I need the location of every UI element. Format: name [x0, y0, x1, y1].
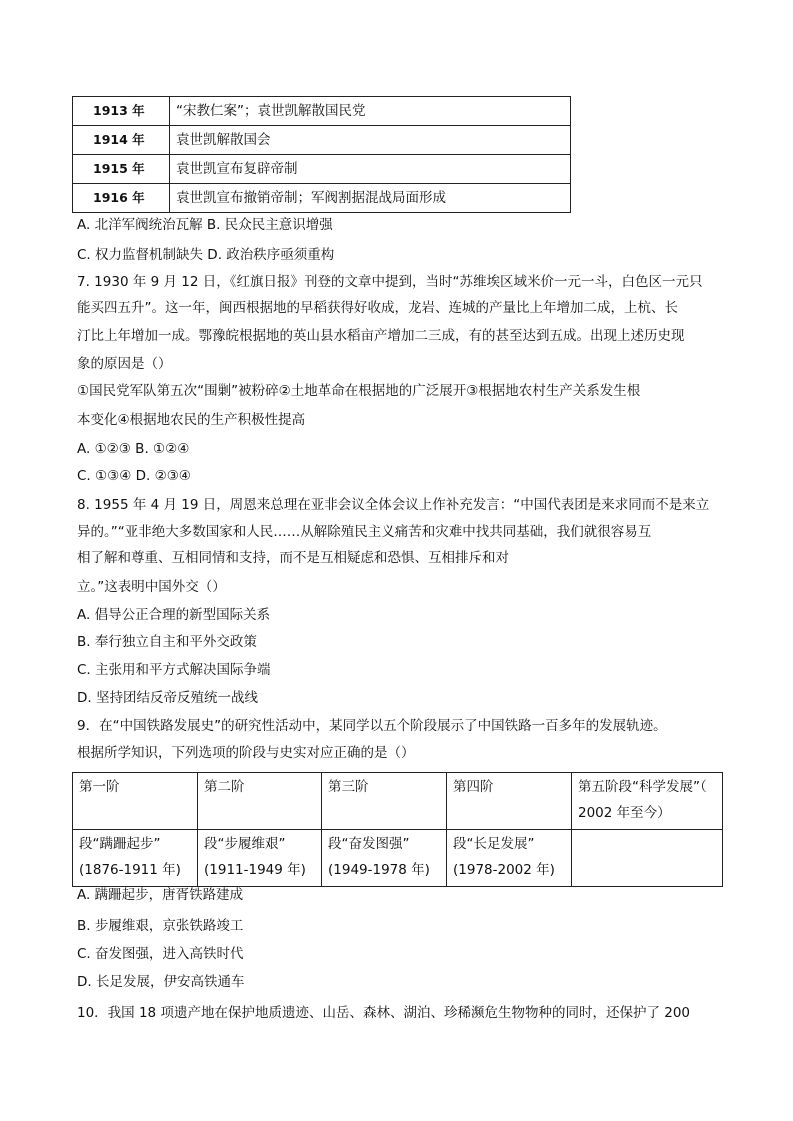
table-row [73, 126, 571, 155]
q8-option-a: A. 倡导公正合理的新型国际关系 [77, 607, 271, 623]
stage-1-title: 段“蹒跚起步” [79, 836, 161, 852]
stage-1-cell [73, 830, 198, 887]
stage-2-years: (1911-1949 年) [204, 862, 306, 878]
q7-items-line1: ①国民党军队第五次“围剿”被粉碎②土地革命在根据地的广泛展开③根据地农村生产关系发生根 [77, 383, 641, 399]
stage-4-cell [447, 830, 572, 887]
event-cell: 袁世凯宣布复辟帝制 [170, 155, 571, 184]
q6-options-line2: C. 权力监督机制缺失 D. 政治秩序亟须重构 [77, 247, 335, 263]
q10-stem-line1: 10．我国 18 项遗产地在保护地质遗迹、山岳、森林、湖泊、珍稀濒危生物物种的同时，还保护了 200 [77, 1005, 690, 1021]
q8-option-c: C. 主张用和平方式解决国际争端 [77, 662, 271, 678]
stage-4-years: (1978-2002 年) [453, 862, 555, 878]
q7-options-line2: C. ①③④ D. ②③④ [77, 468, 191, 484]
stage-3-years: (1949-1978 年) [328, 862, 430, 878]
q8-option-b: B. 奉行独立自主和平外交政策 [77, 634, 257, 650]
year-cell: 1915 年 [73, 155, 170, 184]
event-cell: 袁世凯宣布撤销帝制；军阀割据混战局面形成 [170, 184, 571, 213]
stage-1-header: 第一阶 [73, 773, 198, 830]
q9-stem-line1: 9．在“中国铁路发展史”的研究性活动中，某同学以五个阶段展示了中国铁路一百多年的发展轨迹。 [77, 718, 667, 734]
stage-3-cell [322, 830, 447, 887]
q7-options-line1: A. ①②③ B. ①②④ [77, 441, 190, 457]
stage-2-cell [198, 830, 322, 887]
railway-stages-table [72, 772, 723, 887]
stage-5-years: 2002 年至今） [578, 805, 671, 821]
stage-1-years: (1876-1911 年) [79, 862, 181, 878]
q7-stem-line3: 汀比上年增加一成。鄂豫皖根据地的英山县水稻亩产增加二三成，有的甚至达到五成。出现上述历史现 [77, 328, 685, 344]
q8-option-d: D. 坚持团结反帝反殖统一战线 [77, 690, 258, 706]
q9-option-c: C. 奋发图强，进入高铁时代 [77, 946, 244, 962]
year-cell: 1913 年 [73, 97, 170, 126]
stage-4-header: 第四阶 [447, 773, 572, 830]
q7-stem-line2: 能买四五升”。这一年，闽西根据地的早稻获得好收成，龙岩、连城的产量比上年增加二成，上杭、长 [77, 300, 678, 316]
timeline-table [72, 96, 571, 213]
q9-stem-line2: 根据所学知识，下列选项的阶段与史实对应正确的是（） [77, 745, 415, 761]
stage-3-title: 段“奋发图强” [328, 836, 410, 852]
event-cell: “宋教仁案”；袁世凯解散国民党 [170, 97, 571, 126]
table-row [73, 830, 723, 887]
table-row [73, 184, 571, 213]
empty-cell [572, 830, 723, 887]
stage-2-header: 第二阶 [198, 773, 322, 830]
stage-2-title: 段“步履维艰” [204, 836, 286, 852]
q9-option-a: A. 蹒跚起步，唐胥铁路建成 [77, 887, 244, 903]
q7-items-line2: 本变化④根据地农民的生产积极性提高 [77, 412, 306, 428]
table-row [73, 773, 723, 830]
q9-option-d: D. 长足发展，伊安高铁通车 [77, 974, 245, 990]
stage-3-header: 第三阶 [322, 773, 447, 830]
q9-option-b: B. 步履维艰，京张铁路竣工 [77, 918, 244, 934]
event-cell: 袁世凯解散国会 [170, 126, 571, 155]
q8-stem-line4: 立。”这表明中国外交（） [77, 579, 226, 595]
q8-stem-line3: 相了解和尊重、互相同情和支持，而不是互相疑虑和恐惧、互相排斥和对 [77, 550, 509, 566]
q8-stem-line2: 异的。”“亚非绝大多数国家和人民……从解除殖民主义痛苦和灾难中找共同基础，我们就很容易互 [77, 524, 652, 540]
table-row [73, 97, 571, 126]
year-cell: 1914 年 [73, 126, 170, 155]
stage-5-cell [572, 773, 723, 830]
q6-options-line1: A. 北洋军阀统治瓦解 B. 民众民主意识增强 [77, 217, 333, 233]
table-row [73, 155, 571, 184]
stage-5-title: 第五阶段“科学发展”（ [578, 779, 707, 795]
q7-stem-line4: 象的原因是（） [77, 356, 172, 372]
q8-stem-line1: 8. 1955 年 4 月 19 日，周恩来总理在亚非会议全体会议上作补充发言：“中国代表团是来求同而不是来立 [77, 497, 710, 513]
q7-stem-line1: 7. 1930 年 9 月 12 日，《红旗日报》刊登的文章中提到，当时“苏维埃区域米价一元一斗，白色区一元只 [77, 274, 703, 290]
year-cell: 1916 年 [73, 184, 170, 213]
stage-4-title: 段“长足发展” [453, 836, 535, 852]
